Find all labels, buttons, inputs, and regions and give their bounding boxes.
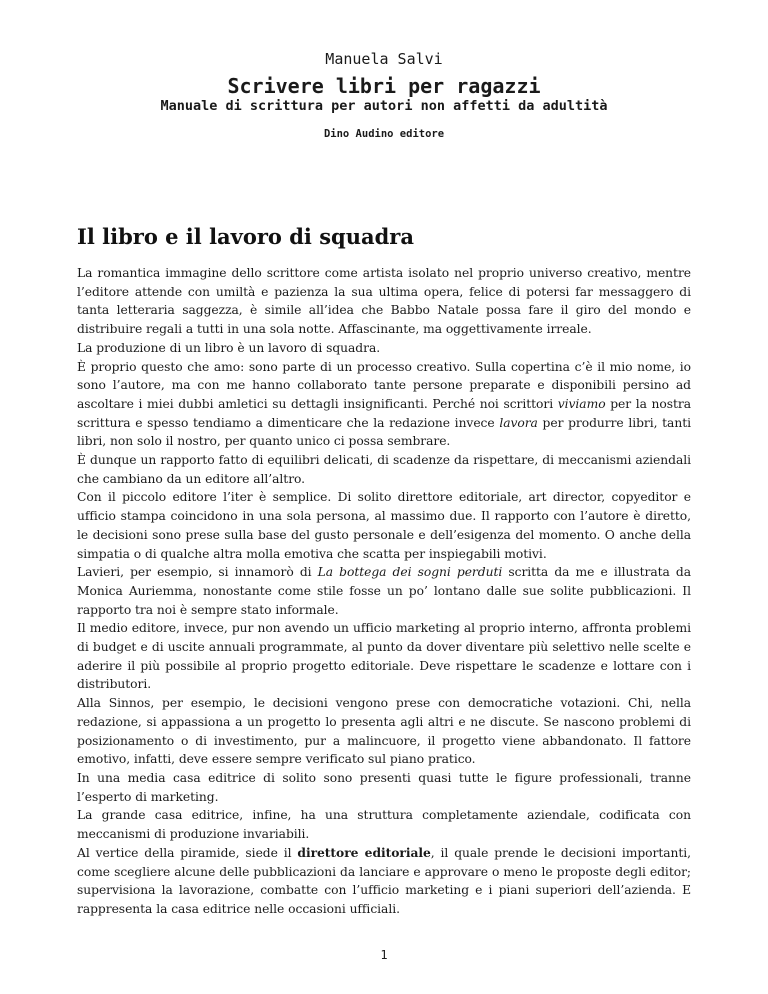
paragraph (77, 264, 691, 339)
paragraph (77, 563, 691, 619)
text-run: , il quale prende le decisioni importanti, come scegliere alcune delle pubblicazioni da lanciare e approvare o meno le proposte degli editor; supervisiona la lavorazione, combatte con l’ufficio marketing e i piani superiori dell’azienda. E rappresenta la casa editrice nelle occasioni ufficiali. (77, 845, 691, 916)
book-subtitle: Manuale di scrittura per autori non affetti da adultità (160, 98, 608, 114)
emphasized-text: viviamo (557, 396, 606, 411)
text-run: È proprio questo che amo: sono parte di un processo creativo. Sulla copertina c’è il mio nome, io sono l’autore, ma con me hanno collaborato tante persone preparate e disponibili persino ad ascoltare i miei dubbi amletici su dettagli insignificanti. Perché noi scrittori (77, 359, 691, 411)
paragraph (77, 806, 691, 843)
paragraph (77, 844, 691, 919)
text-run: La romantica immagine dello scrittore come artista isolato nel proprio universo creativo, mentre l’editore attende con umiltà e pazienza la sua ultima opera, felice di potersi far messaggero di tanta letteraria saggezza, è simile all’idea che Babbo Natale possa fare il giro del mondo e distribuire regali a tutti in una sola notte. Affascinante, ma oggettivamente irreale. (77, 266, 691, 337)
text-run: Con il piccolo editore l’iter è semplice. Di solito direttore editoriale, art director, copyeditor e ufficio stampa coincidono in una sola persona, al massimo due. Il rapporto con l’autore è diretto, le decisioni sono prese sulla base del gusto personale e dell’esigenza del momento. O anche della simpatia o di qualche altra molla emotiva che scatta per inspiegabili motivi. (77, 490, 691, 561)
paragraph (77, 769, 691, 806)
bold-term: direttore editoriale (297, 844, 431, 860)
text-run: La produzione di un libro è un lavoro di squadra. (77, 340, 381, 355)
text-run: La grande casa editrice, infine, ha una struttura completamente aziendale, codificata con meccanismi di produzione invariabili. (77, 808, 691, 842)
book-title: Scrivere libri per ragazzi (227, 74, 541, 98)
text-run: Lavieri, per esempio, si innamorò di (77, 565, 318, 580)
paragraph (77, 358, 691, 452)
text-run: per la nostra scrittura e spesso tendiamo a dimenticare che la redazione invece (77, 396, 691, 430)
text-run: È dunque un rapporto fatto di equilibri delicati, di scadenze da rispettare, di meccanismi aziendali che cambiano da un editore all’altro. (77, 453, 691, 486)
book-publisher: Dino Audino editore (323, 128, 445, 140)
paragraph (77, 488, 691, 563)
text-run: Il medio editore, invece, pur non avendo un ufficio marketing al proprio interno, affronta problemi di budget e di uscite annuali programmate, al punto da dover diventare più selettivo nelle scelte e aderire il più possibile al proprio progetto editoriale. Deve rispettare le scadenze e lottare con i distributori. (77, 621, 691, 692)
paragraph (77, 451, 691, 488)
section-heading: Il libro e il lavoro di squadra (77, 224, 414, 249)
text-run: In una media casa editrice di solito sono presenti quasi tutte le figure professionali, tranne l’esperto di marketing. (77, 770, 691, 804)
emphasized-text: La bottega dei sogni perduti (317, 565, 503, 580)
paragraph (77, 694, 691, 769)
paragraph (77, 619, 691, 694)
paragraph (77, 339, 691, 358)
book-author: Manuela Salvi (325, 50, 443, 68)
text-run: scritta da me e illustrata da Monica Auriemma, nonostante come stile fosse un po’ lontano dalle sue solite pubblicazioni. Il rapporto tra noi è sempre stato informale. (77, 565, 691, 617)
text-run: Alla Sinnos, per esempio, le decisioni vengono prese con democratiche votazioni. Chi, nella redazione, si appassiona a un progetto lo presenta agli altri e ne discute. Se nascono problemi di posizionamento o di investimento, pur a malincuore, il progetto viene abbandonato. Il fattore emotivo, infatti, deve essere sempre verificato sul piano pratico. (77, 696, 691, 767)
page-number: 1 (380, 948, 388, 962)
text-run: per produrre libri, tanti libri, non solo il nostro, per quanto unico ci possa sembrare. (77, 415, 691, 449)
text-run: Al vertice della piramide, siede il (77, 845, 298, 860)
section-body (77, 264, 691, 919)
emphasized-text: lavora (499, 415, 538, 430)
